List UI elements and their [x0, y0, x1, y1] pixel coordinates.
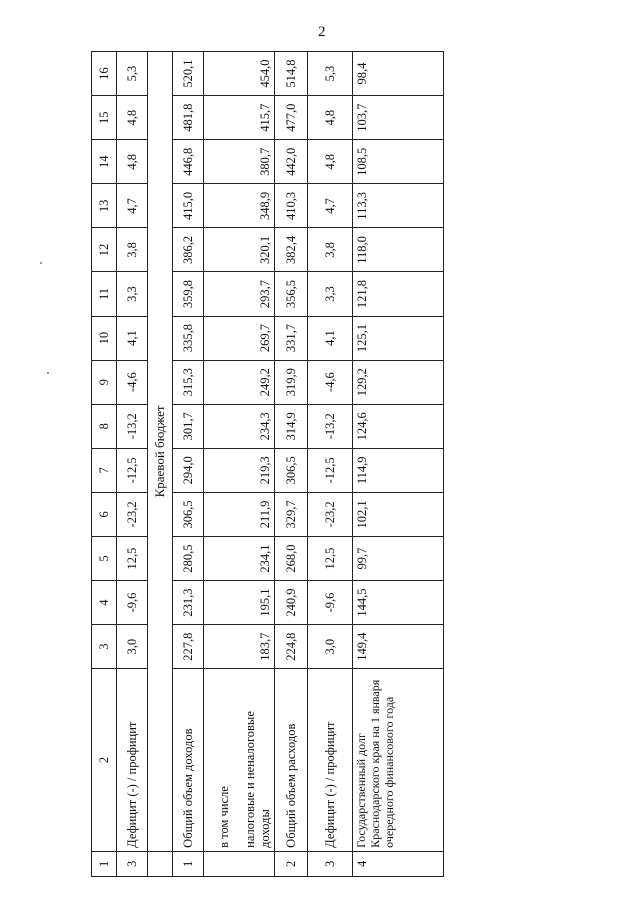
value-cell: 3,3 [117, 272, 148, 316]
value-cell: 195,1 [204, 581, 275, 625]
value-cell: 477,0 [275, 96, 308, 140]
value-cell: 234,3 [204, 404, 275, 448]
row-number-cell: 1 [173, 851, 204, 876]
value-cell: 98,4 [353, 52, 444, 96]
value-cell: 118,0 [353, 228, 444, 272]
value-cell: 3,0 [117, 625, 148, 669]
value-cell: 4,7 [117, 184, 148, 228]
value-cell: 356,5 [275, 272, 308, 316]
value-cell: 12,5 [308, 536, 353, 580]
header-row [92, 52, 117, 877]
value-cell: -9,6 [308, 581, 353, 625]
header-cell: 10 [92, 316, 117, 360]
header-cell: 12 [92, 228, 117, 272]
row-label-cell: Дефицит (-) / профицит [117, 669, 148, 852]
value-cell: 4,1 [308, 316, 353, 360]
value-cell: -13,2 [308, 404, 353, 448]
value-cell: 386,2 [173, 228, 204, 272]
value-cell: 103,7 [353, 96, 444, 140]
row-number-cell: 4 [353, 851, 444, 876]
value-cell: 5,3 [308, 52, 353, 96]
header-cell: 6 [92, 492, 117, 536]
value-cell: 219,3 [204, 448, 275, 492]
value-cell: 280,5 [173, 536, 204, 580]
value-cell: 301,7 [173, 404, 204, 448]
value-cell: 4,8 [117, 96, 148, 140]
value-cell: -4,6 [308, 360, 353, 404]
value-cell: 335,8 [173, 316, 204, 360]
header-cell: 4 [92, 581, 117, 625]
scan-speck [47, 372, 49, 374]
value-cell: 320,1 [204, 228, 275, 272]
value-cell: 102,1 [353, 492, 444, 536]
value-cell: -23,2 [117, 492, 148, 536]
value-cell: 149,4 [353, 625, 444, 669]
header-cell: 9 [92, 360, 117, 404]
value-cell: 293,7 [204, 272, 275, 316]
scan-speck [40, 262, 42, 264]
header-cell: 13 [92, 184, 117, 228]
value-cell: 113,3 [353, 184, 444, 228]
row-number-cell [148, 851, 173, 876]
table-row-income [173, 52, 204, 877]
value-cell: 481,8 [173, 96, 204, 140]
value-cell: 454,0 [204, 52, 275, 96]
value-cell: 294,0 [173, 448, 204, 492]
section-row [148, 52, 173, 877]
value-cell: 231,3 [173, 581, 204, 625]
row-label-cell: Дефицит (-) / профицит [308, 669, 353, 852]
value-cell: 415,0 [173, 184, 204, 228]
table-row-debt [353, 52, 444, 877]
header-cell: 8 [92, 404, 117, 448]
value-cell: 3,0 [308, 625, 353, 669]
budget-table [91, 51, 444, 877]
value-cell: 331,7 [275, 316, 308, 360]
value-cell: -9,6 [117, 581, 148, 625]
value-cell: 114,9 [353, 448, 444, 492]
table-row-expenses [275, 52, 308, 877]
budget-table-wrapper [91, 51, 425, 877]
value-cell: 3,3 [308, 272, 353, 316]
section-title: Краевой бюджет [148, 52, 173, 852]
value-cell: 315,3 [173, 360, 204, 404]
value-cell: 249,2 [204, 360, 275, 404]
value-cell: 99,7 [353, 536, 444, 580]
table-row-deficit [308, 52, 353, 877]
value-cell: 3,8 [308, 228, 353, 272]
value-cell: 4,8 [308, 96, 353, 140]
row-number-cell: 3 [117, 851, 148, 876]
header-cell: 3 [92, 625, 117, 669]
value-cell: 211,9 [204, 492, 275, 536]
row-number-cell: 3 [308, 851, 353, 876]
value-cell: -23,2 [308, 492, 353, 536]
header-cell: 16 [92, 52, 117, 96]
header-cell: 14 [92, 140, 117, 184]
value-cell: 329,7 [275, 492, 308, 536]
value-cell: 121,8 [353, 272, 444, 316]
row-label-cell [204, 669, 275, 852]
row-number-cell [204, 851, 275, 876]
value-cell: 514,8 [275, 52, 308, 96]
header-cell: 15 [92, 96, 117, 140]
value-cell: 108,5 [353, 140, 444, 184]
header-cell: 5 [92, 536, 117, 580]
value-cell: 442,0 [275, 140, 308, 184]
value-cell: 319,9 [275, 360, 308, 404]
value-cell: -13,2 [117, 404, 148, 448]
row-label-cell: Общий объем расходов [275, 669, 308, 852]
value-cell: 269,7 [204, 316, 275, 360]
value-cell: 4,7 [308, 184, 353, 228]
value-cell: 227,8 [173, 625, 204, 669]
value-cell: 3,8 [117, 228, 148, 272]
page-number: 2 [318, 24, 326, 40]
value-cell: 129,2 [353, 360, 444, 404]
row-label-cell: Государственный долг Краснодарского края на 1 января очередного финансового года [353, 669, 444, 852]
row-label-cell: Общий объем доходов [173, 669, 204, 852]
value-cell: -12,5 [117, 448, 148, 492]
value-cell: 4,8 [117, 140, 148, 184]
table-row-tax [204, 52, 275, 877]
value-cell: 124,6 [353, 404, 444, 448]
value-cell: 183,7 [204, 625, 275, 669]
row-label-line: в том числе [216, 786, 231, 848]
value-cell: 446,8 [173, 140, 204, 184]
value-cell: -4,6 [117, 360, 148, 404]
value-cell: 306,5 [275, 448, 308, 492]
value-cell: 240,9 [275, 581, 308, 625]
value-cell: 268,0 [275, 536, 308, 580]
value-cell: 382,4 [275, 228, 308, 272]
value-cell: 234,1 [204, 536, 275, 580]
value-cell: 144,5 [353, 581, 444, 625]
value-cell: 348,9 [204, 184, 275, 228]
rotated-table-container [91, 51, 425, 877]
value-cell: 4,8 [308, 140, 353, 184]
row-label-line: налоговые и неналоговые доходы [243, 711, 272, 848]
value-cell: 410,3 [275, 184, 308, 228]
header-cell: 2 [92, 669, 117, 852]
header-cell: 7 [92, 448, 117, 492]
value-cell: 224,8 [275, 625, 308, 669]
value-cell: 12,5 [117, 536, 148, 580]
value-cell: 5,3 [117, 52, 148, 96]
value-cell: 380,7 [204, 140, 275, 184]
header-cell: 1 [92, 851, 117, 876]
row-number-cell: 2 [275, 851, 308, 876]
value-cell: 415,7 [204, 96, 275, 140]
value-cell: -12,5 [308, 448, 353, 492]
table-row-deficit-top [117, 52, 148, 877]
value-cell: 125,1 [353, 316, 444, 360]
header-cell: 11 [92, 272, 117, 316]
value-cell: 306,5 [173, 492, 204, 536]
value-cell: 359,8 [173, 272, 204, 316]
value-cell: 520,1 [173, 52, 204, 96]
value-cell: 4,1 [117, 316, 148, 360]
value-cell: 314,9 [275, 404, 308, 448]
